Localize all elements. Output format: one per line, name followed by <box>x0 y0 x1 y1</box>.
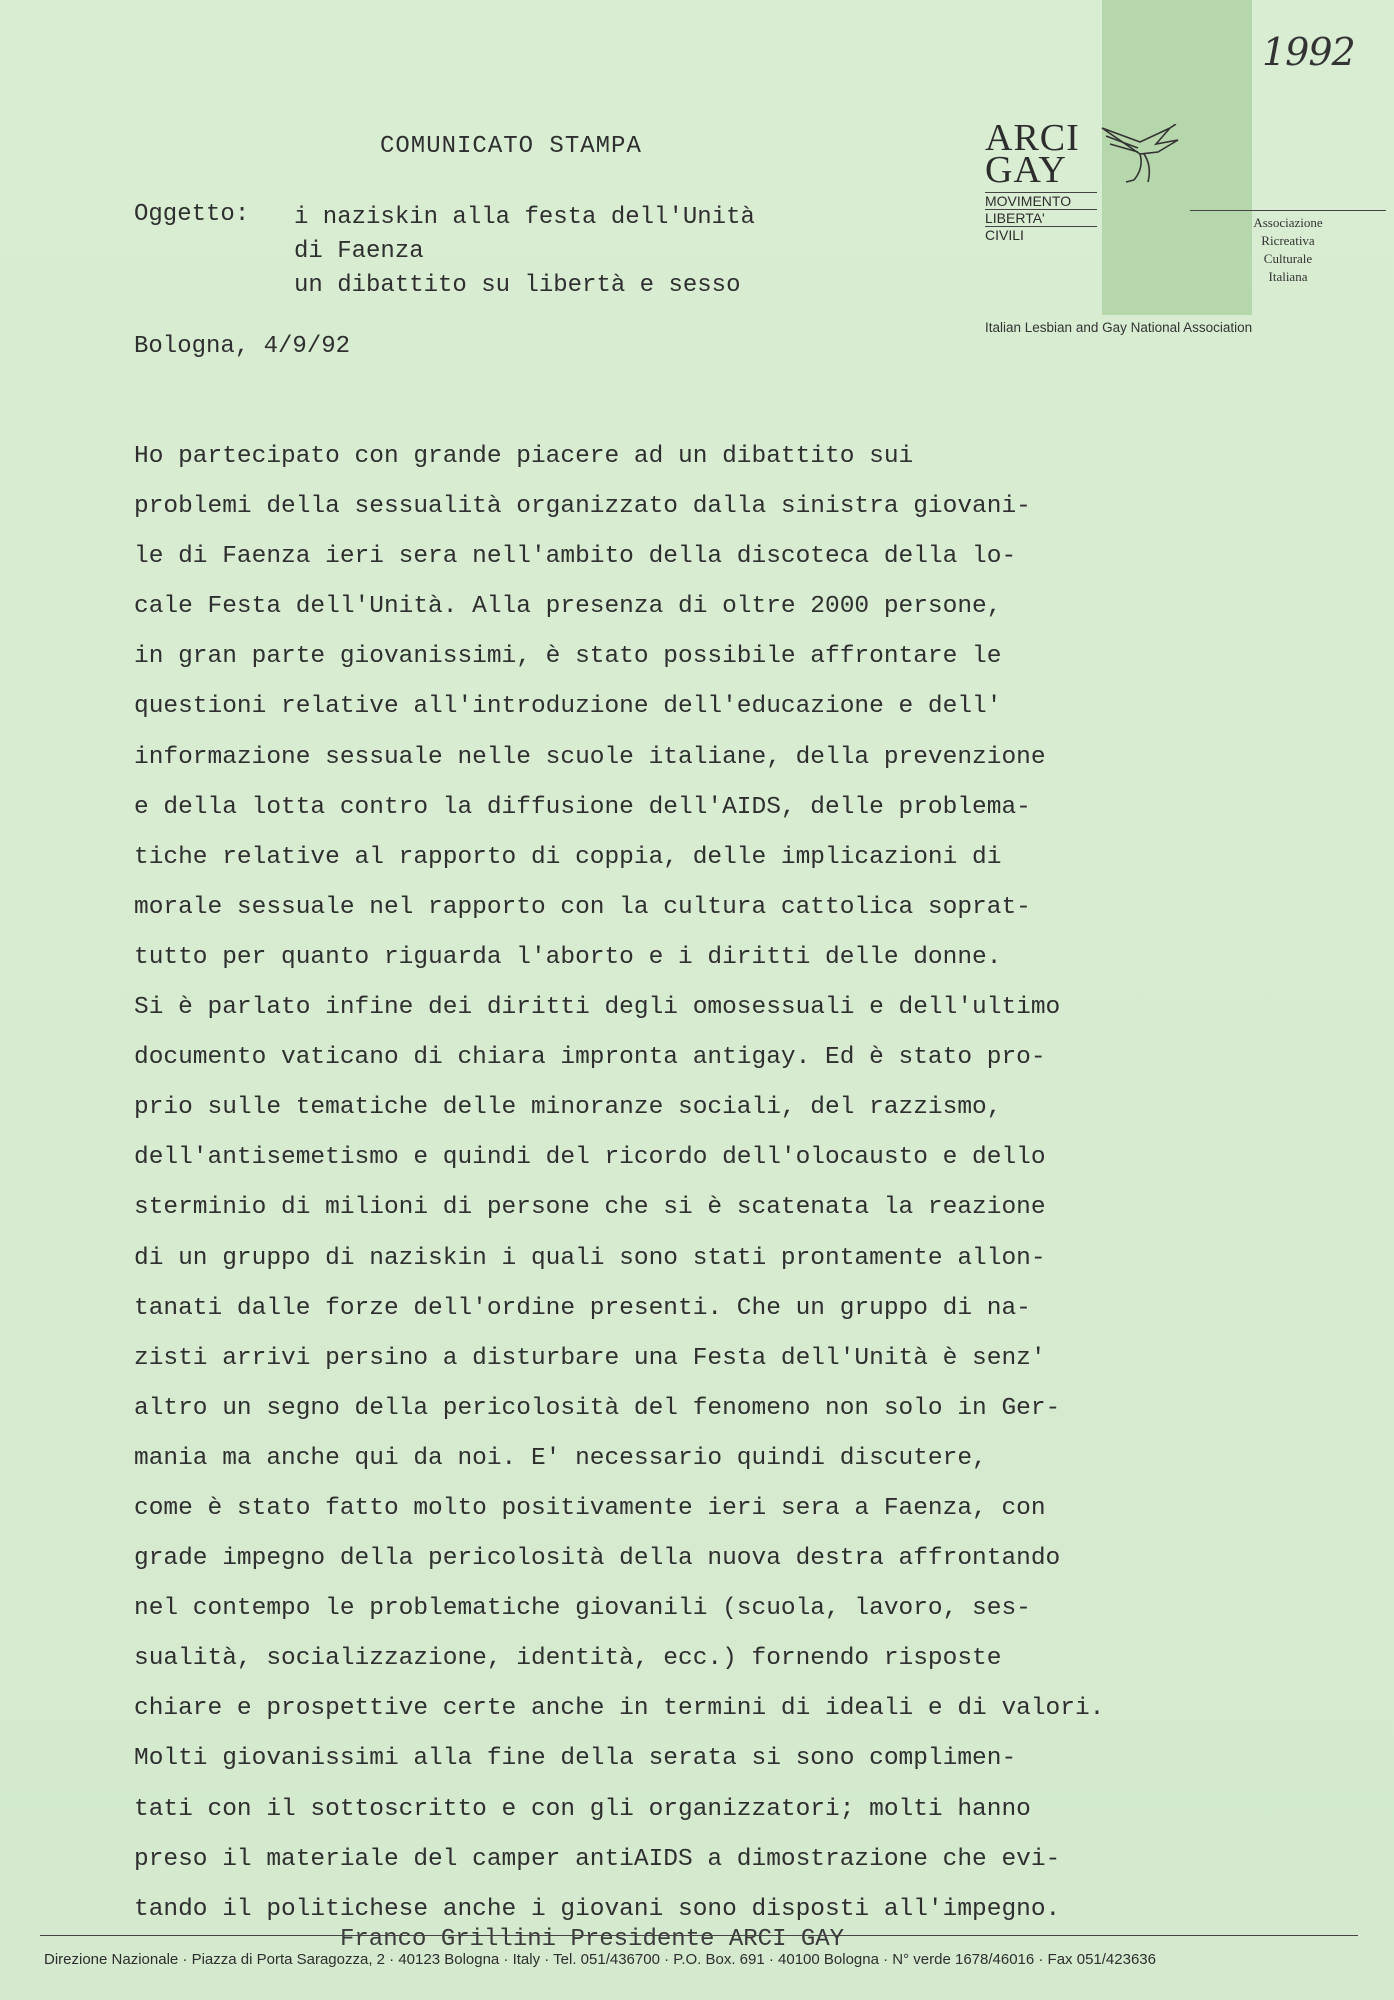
body-line: cale Festa dell'Unità. Alla presenza di oltre 2000 persone, <box>134 593 1002 621</box>
assoc-line-2: Ricreativa <box>1261 233 1315 248</box>
body-line: grade impegno della pericolosità della nuova destra affrontando <box>134 1545 1061 1573</box>
body-line: documento vaticano di chiara impronta antigay. Ed è stato pro- <box>134 1044 1046 1072</box>
body-line: preso il materiale del camper antiAIDS a dimostrazione che evi- <box>134 1845 1061 1873</box>
body-line: informazione sessuale nelle scuole italiane, della prevenzione <box>134 743 1046 771</box>
body-line: tanati dalle forze dell'ordine presenti. Che un gruppo di na- <box>134 1294 1031 1322</box>
body-line: tutto per quanto riguarda l'aborto e i diritti delle donne. <box>134 943 1002 971</box>
logo-sub-liberta: LIBERTA' <box>985 209 1097 226</box>
body-line: mania ma anche qui da noi. E' necessario quindi discutere, <box>134 1444 987 1472</box>
subject-line-1: i naziskin alla festa dell'Unità <box>294 204 755 231</box>
body-line: tando il politichese anche i giovani sono disposti all'impegno. <box>134 1895 1061 1923</box>
logo-sub-movimento: MOVIMENTO <box>985 192 1097 209</box>
body-line: sterminio di milioni di persone che si è scatenata la reazione <box>134 1194 1046 1222</box>
body-line: e della lotta contro la diffusione dell'AIDS, delle problema- <box>134 793 1031 821</box>
subject-label: Oggetto: <box>134 201 250 228</box>
assoc-line-1: Associazione <box>1253 215 1323 230</box>
body-line: tiche relative al rapporto di coppia, delle implicazioni di <box>134 843 1002 871</box>
body-line: Molti giovanissimi alla fine della serata si sono complimen- <box>134 1745 1017 1773</box>
logo-word-arci: ARCI <box>985 117 1080 159</box>
body-line: di un gruppo di naziskin i quali sono stati prontamente allon- <box>134 1244 1046 1272</box>
association-label <box>1190 214 1386 286</box>
subject-line-2: di Faenza <box>294 238 424 265</box>
body-line: questioni relative all'introduzione dell'educazione e dell' <box>134 693 1002 721</box>
signature-line: Franco Grillini Presidente ARCI GAY <box>340 1926 845 1953</box>
assoc-rule <box>1190 210 1386 211</box>
logo-word-gay: GAY <box>985 149 1067 191</box>
body-line: problemi della sessualità organizzato dalla sinistra giovani- <box>134 493 1031 521</box>
logo-sub-civili: CIVILI <box>985 226 1097 243</box>
body-line: Si è parlato infine dei diritti degli omosessuali e dell'ultimo <box>134 994 1061 1022</box>
subject-line-3: un dibattito su libertà e sesso <box>294 272 741 299</box>
body-line: sualità, socializzazione, identità, ecc.) fornendo risposte <box>134 1645 1002 1673</box>
body-line: chiare e prospettive certe anche in termini di ideali e di valori. <box>134 1695 1105 1723</box>
body-line: prio sulle tematiche delle minoranze sociali, del razzismo, <box>134 1094 1002 1122</box>
body-line: Ho partecipato con grande piacere ad un dibattito sui <box>134 443 914 470</box>
pegasus-icon <box>1100 124 1182 186</box>
body-line: le di Faenza ieri sera nell'ambito della discoteca della lo- <box>134 543 1017 571</box>
body-line: tati con il sottoscritto e con gli organizzatori; molti hanno <box>134 1795 1031 1823</box>
body-line: altro un segno della pericolosità del fenomeno non solo in Ger- <box>134 1394 1061 1422</box>
arci-gay-logo <box>985 117 1105 243</box>
body-line: zisti arrivi persino a disturbare una Festa dell'Unità è senz' <box>134 1344 1046 1372</box>
body-line: morale sessuale nel rapporto con la cultura cattolica soprat- <box>134 893 1031 921</box>
body-line: nel contempo le problematiche giovanili (scuola, lavoro, ses- <box>134 1595 1031 1623</box>
logo-tagline: Italian Lesbian and Gay National Association <box>985 320 1253 335</box>
body-line: come è stato fatto molto positivamente ieri sera a Faenza, con <box>134 1494 1046 1522</box>
place-date: Bologna, 4/9/92 <box>134 333 351 360</box>
subject-text <box>294 201 755 303</box>
body-line: dell'antisemetismo e quindi del ricordo dell'olocausto e dello <box>134 1144 1046 1172</box>
assoc-line-4: Italiana <box>1268 269 1308 284</box>
footer-address: Direzione Nazionale · Piazza di Porta Saragozza, 2 · 40123 Bologna · Italy · Tel. 051/436700 · P.O. Box. 691 · 40100 Bologna · N° verde 1678/46016 · Fax 051/423636 <box>44 1951 1156 1968</box>
document-heading: COMUNICATO STAMPA <box>380 133 642 160</box>
footer-rule <box>40 1935 1358 1936</box>
handwritten-year: 1992 <box>1262 30 1355 74</box>
letter-body <box>134 432 1264 1935</box>
assoc-line-3: Culturale <box>1263 251 1313 266</box>
body-line: in gran parte giovanissimi, è stato possibile affrontare le <box>134 643 1002 671</box>
